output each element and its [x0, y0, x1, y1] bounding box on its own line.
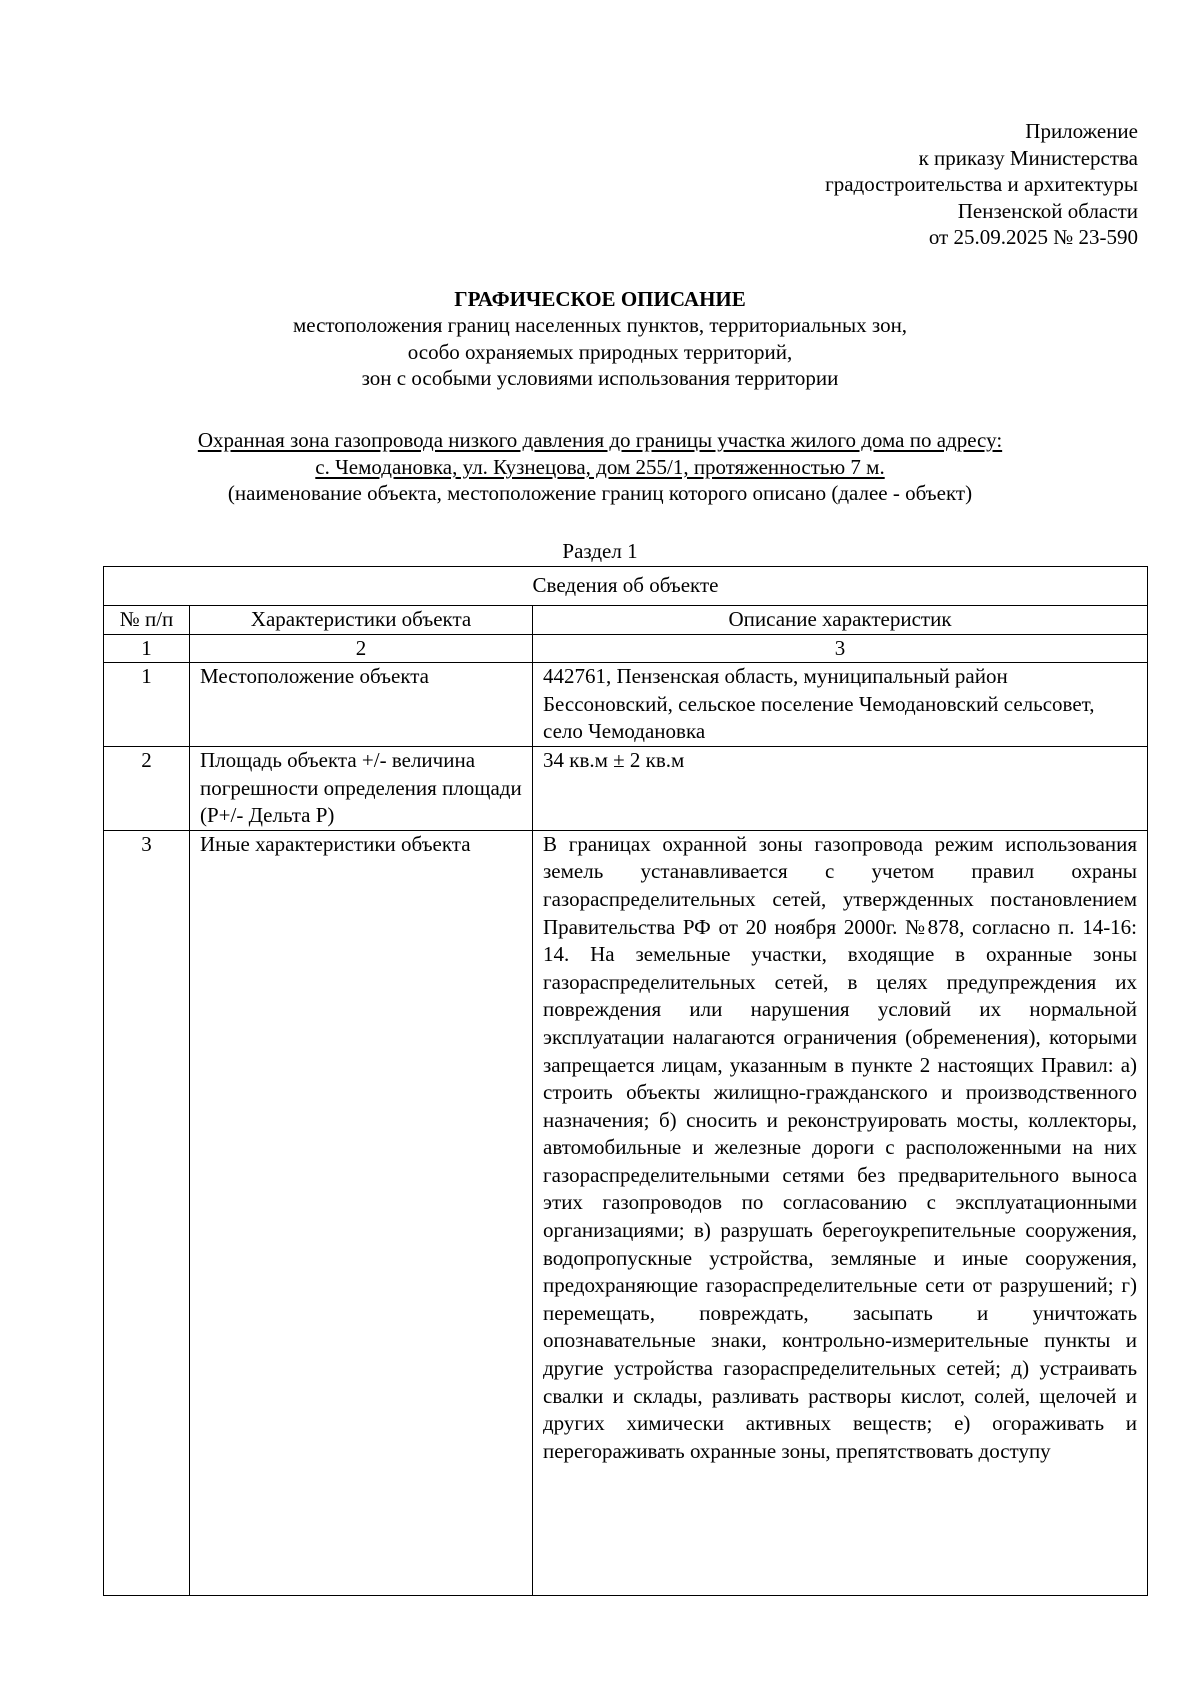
- section-label: Раздел 1: [562, 539, 638, 563]
- header-description: Описание характеристик: [533, 606, 1148, 635]
- column-number: 1: [104, 634, 190, 663]
- appendix-line: к приказу Министерства: [918, 145, 1138, 170]
- row-number: 1: [104, 663, 190, 747]
- appendix-line: градостроительства и архитектуры: [825, 172, 1138, 196]
- document-subtitle: [0, 312, 1200, 392]
- subtitle-line: зон с особыми условиями использования территории: [361, 366, 839, 390]
- table-column-numbers-row: [104, 634, 1148, 663]
- appendix-date-number: от 25.09.2025 № 23-590: [928, 225, 1138, 249]
- column-number: 3: [533, 634, 1148, 663]
- row-number: 2: [104, 746, 190, 830]
- object-name-caption: (наименование объекта, местоположение границ которого описано (далее - объект): [227, 481, 973, 505]
- table-row: [104, 746, 1148, 830]
- table-section-row: [104, 567, 1148, 606]
- object-name-block: [0, 427, 1200, 507]
- row-description: В границах охранной зоны газопровода режим использования земель устанавливается с учетом правил охраны газораспределительных сетей, утвержденных постановлением Правительства РФ от 20 ноября 2000г. №878, согласно п. 14-16: 14. На земельные участки, входящие в охранные зоны газораспределительных сетей, в целях предупреждения их повреждения или нарушения условий их нормальной эксплуатации налагаются ограничения (обременения), которыми запрещается лицам, указанным в пункте 2 настоящих Правил: а) строить объекты жилищно-гражданского и производственного назначения; б) сносить и реконструировать мосты, коллекторы, автомобильные и железные дороги с расположенными на них газораспределительными сетями без предварительного выноса этих газопроводов по согласованию с эксплуатационными организациями; в) разрушать берегоукрепительные сооружения, водопропускные устройства, земляные и иные сооружения, предохраняющие газораспределительные сети от разрушений; г) перемещать, повреждать, засыпать и уничтожать опознавательные знаки, контрольно-измерительные пункты и другие устройства газораспределительных сетей; д) устраивать свалки и склады, разливать растворы кислот, солей, щелочей и других химически активных веществ; е) огораживать и перегораживать охранные зоны, препятствовать доступу: [543, 831, 1138, 1463]
- table-header-row: [104, 606, 1148, 635]
- document-title: ГРАФИЧЕСКОЕ ОПИСАНИЕ: [454, 287, 746, 311]
- row-description: 442761, Пензенская область, муниципальный район Бессоновский, сельское поселение Чемодановский сельсовет, село Чемодановка: [533, 663, 1148, 747]
- object-address-line: с. Чемодановка, ул. Кузнецова, дом 255/1, протяженностью 7 м.: [315, 454, 885, 479]
- object-name-line: Охранная зона газопровода низкого давления до границы участка жилого дома по адресу:: [197, 428, 1003, 452]
- table-row: [104, 663, 1148, 747]
- row-characteristic: Иные характеристики объекта: [190, 830, 533, 1595]
- row-number: 3: [104, 830, 190, 1595]
- row-characteristic: Площадь объекта +/- величина погрешности определения площади (Р+/- Дельта Р): [190, 746, 533, 830]
- appendix-line: Приложение: [1025, 119, 1138, 143]
- header-characteristics: Характеристики объекта: [190, 606, 533, 635]
- row-description: 34 кв.м ± 2 кв.м: [533, 746, 1148, 830]
- appendix-line: Пензенской области: [957, 198, 1138, 223]
- column-number: 2: [190, 634, 533, 663]
- table-section-title: Сведения об объекте: [104, 567, 1148, 606]
- appendix-block: [538, 118, 1138, 251]
- object-info-table: [103, 566, 1148, 1596]
- row-characteristic: Местоположение объекта: [190, 663, 533, 747]
- header-num: № п/п: [104, 606, 190, 635]
- subtitle-line: особо охраняемых природных территорий,: [407, 339, 793, 364]
- subtitle-line: местоположения границ населенных пунктов, территориальных зон,: [292, 313, 908, 337]
- table-row: [104, 830, 1148, 1595]
